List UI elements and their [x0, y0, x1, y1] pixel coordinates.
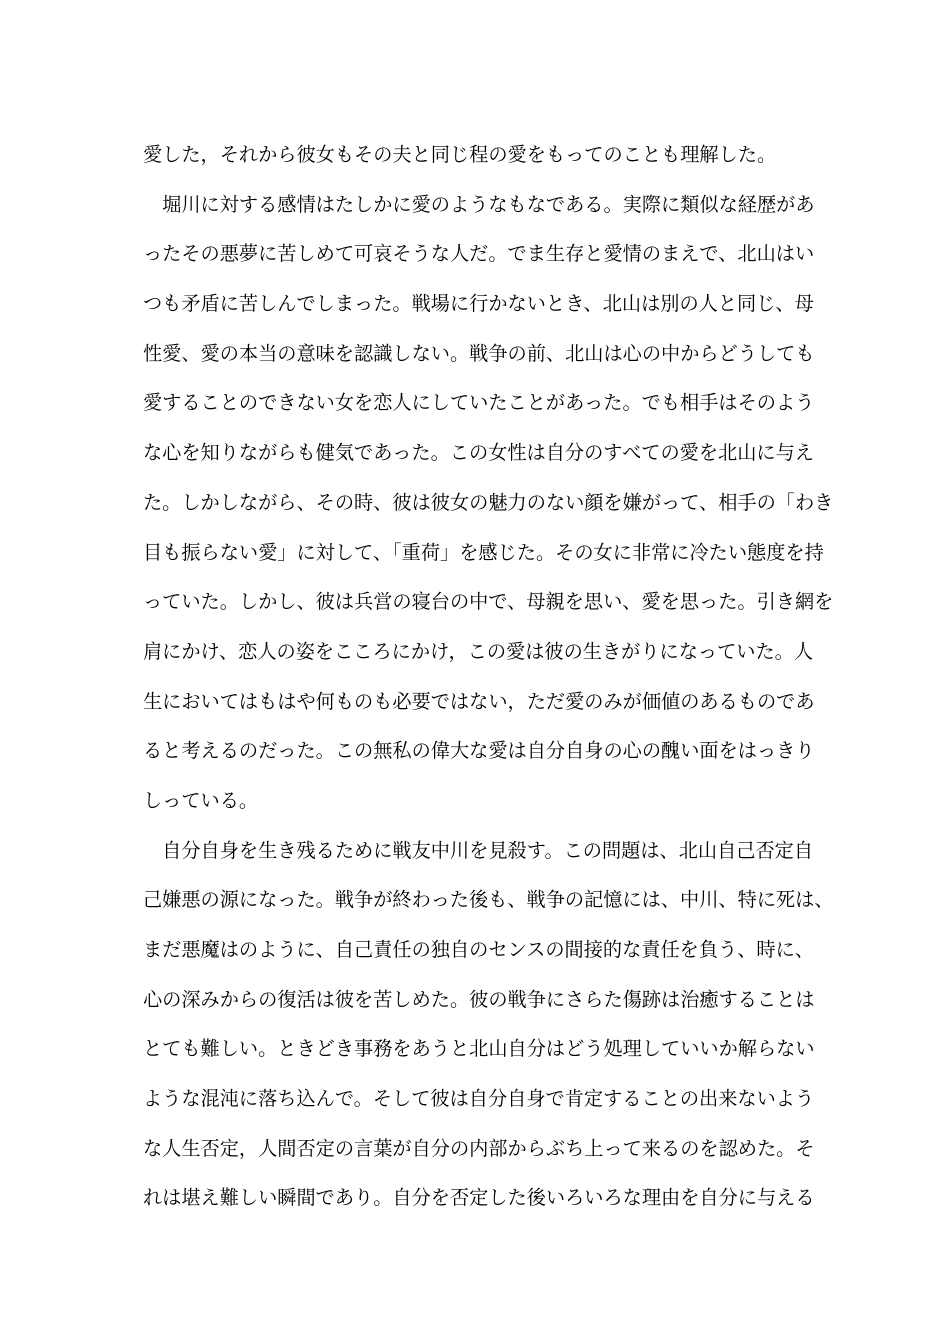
text-line: まだ悪魔はのように、自己責任の独自のセンスの間接的な責任を負う、時に、: [143, 938, 814, 961]
text-line: 自分自身を生き残るために戦友中川を見殺す。この問題は、北山自己否定自: [143, 838, 814, 862]
text-line: れは堪え難しい瞬間であり。自分を否定した後いろいろな理由を自分に与える: [143, 1186, 815, 1210]
text-line: しっている。: [143, 788, 259, 812]
text-line: とても難しい。ときどき事務をあうと北山自分はどう処理していいか解らない: [143, 1037, 815, 1061]
text-line: 愛した，それから彼女もその夫と同じ程の愛をもってのことも理解した。: [143, 143, 777, 166]
text-line: ような混沌に落ち込んで。そして彼は自分自身で肯定することの出来ないよう: [143, 1087, 815, 1111]
text-line: た。しかしながら、その時、彼は彼女の魅力のない顔を嫌がって、相手の「わき: [143, 490, 834, 514]
text-line: ると考えるのだった。この無私の偉大な愛は自分自身の心の醜い面をはっきり: [143, 739, 815, 763]
text-line: 肩にかけ、恋人の姿をこころにかけ，この愛は彼の生きがりになっていた。人: [143, 639, 814, 663]
text-line: ったその悪夢に苦しめて可哀そうな人だ。でま生存と愛情のまえで、北山はい: [143, 242, 815, 266]
text-line: な人生否定，人間否定の言葉が自分の内部からぶち上って来るのを認めた。そ: [143, 1136, 815, 1160]
text-line: つも矛盾に苦しんでしまった。戦場に行かないとき、北山は別の人と同じ、母: [143, 292, 814, 316]
text-line: っていた。しかし、彼は兵営の寝台の中で、母親を思い、愛を思った。引き網を: [143, 590, 834, 614]
text-line: 目も振らない愛」に対して、「重荷」を感じた。その女に非常に冷たい態度を持: [143, 540, 824, 564]
text-line: 堀川に対する感情はたしかに愛のようなもなである。実際に類似な経歴があ: [143, 192, 815, 216]
text-line: な心を知りながらも健気であった。この女性は自分のすべての愛を北山に与え: [143, 441, 814, 465]
text-line: 愛することのできない女を恋人にしていたことがあった。でも相手はそのよう: [143, 391, 815, 415]
text-line: 性愛、愛の本当の意味を認識しない。戦争の前、北山は心の中からどうしても: [143, 341, 815, 365]
text-line: 生においてはもはや何ものも必要ではない，ただ愛のみが価値のあるものであ: [143, 689, 815, 713]
body-text: [143, 130, 834, 1223]
text-line: 己嫌悪の源になった。戦争が終わった後も、戦争の記憶には、中川、特に死は、: [143, 888, 834, 912]
text-line: 心の深みからの復活は彼を苦しめた。彼の戦争にさらた傷跡は治癒することは: [143, 987, 815, 1011]
